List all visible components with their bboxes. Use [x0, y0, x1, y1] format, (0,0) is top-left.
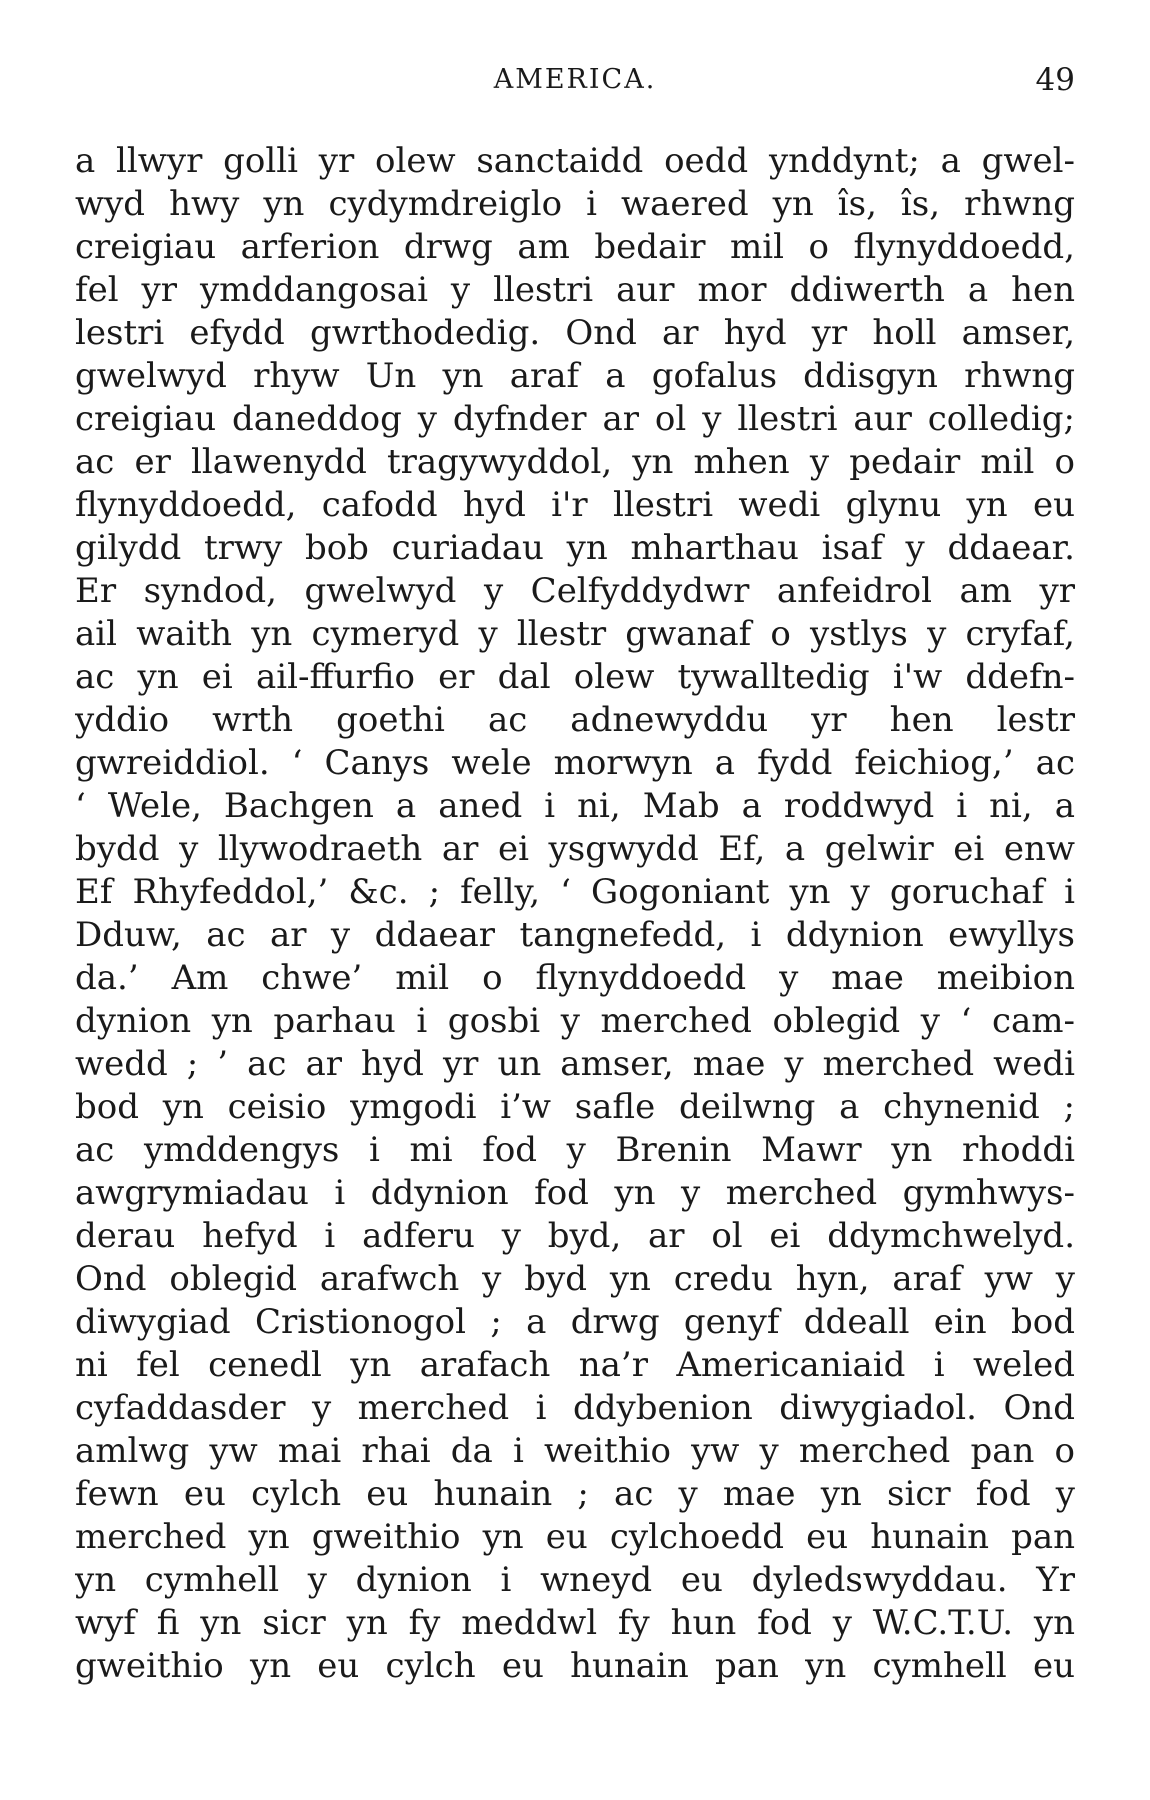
text-line: awgrymiadau i ddynion fod yn y merched gymhwys- [75, 1173, 1075, 1213]
text-line: derau hefyd i adferu y byd, ar ol ei ddymchwelyd. [75, 1216, 1075, 1256]
text-line: fel yr ymddangosai y llestri aur mor ddiwerth a hen [75, 270, 1075, 310]
text-line: gwelwyd rhyw Un yn araf a gofalus ddisgyn rhwng [75, 356, 1075, 396]
text-line: ac yn ei ail-ffurfio er dal olew tywalltedig i'w ddefn- [75, 657, 1075, 697]
text-line: ‘ Wele, Bachgen a aned i ni, Mab a roddwyd i ni, a [75, 786, 1075, 826]
text-line: ac ymddengys i mi fod y Brenin Mawr yn rhoddi [75, 1130, 1075, 1170]
text-line: amlwg yw mai rhai da i weithio yw y merched pan o [75, 1431, 1075, 1471]
text-line: cyfaddasder y merched i ddybenion diwygiadol. Ond [75, 1388, 1075, 1428]
page-number: 49 [1035, 62, 1075, 98]
text-line: Ond oblegid arafwch y byd yn credu hyn, araf yw y [75, 1259, 1075, 1299]
text-line: wedd ; ’ ac ar hyd yr un amser, mae y merched wedi [75, 1044, 1075, 1084]
text-line: Er syndod, gwelwyd y Celfyddydwr anfeidrol am yr [75, 571, 1075, 611]
text-line: ni fel cenedl yn arafach na’r Americaniaid i weled [75, 1345, 1075, 1385]
text-line: fewn eu cylch eu hunain ; ac y mae yn sicr fod y [75, 1474, 1075, 1514]
text-line: yddio wrth goethi ac adnewyddu yr hen lestr [75, 700, 1075, 740]
text-line: gilydd trwy bob curiadau yn mharthau isaf y ddaear. [75, 528, 1075, 568]
text-line: lestri efydd gwrthodedig. Ond ar hyd yr holl amser, [75, 313, 1075, 353]
text-line: creigiau daneddog y dyfnder ar ol y llestri aur colledig; [75, 399, 1075, 439]
text-line: yn cymhell y dynion i wneyd eu dyledswyddau. Yr [75, 1560, 1075, 1600]
text-line: Ef Rhyfeddol,’ &c. ; felly, ‘ Gogoniant yn y goruchaf i [75, 872, 1075, 912]
text-line: flynyddoedd, cafodd hyd i'r llestri wedi glynu yn eu [75, 485, 1075, 525]
text-line: gwreiddiol. ‘ Canys wele morwyn a fydd feichiog,’ ac [75, 743, 1075, 783]
running-title: AMERICA. [493, 64, 657, 95]
text-line: bod yn ceisio ymgodi i’w safle deilwng a chynenid ; [75, 1087, 1075, 1127]
text-line: a llwyr golli yr olew sanctaidd oedd ynddynt; a gwel- [75, 141, 1075, 181]
text-line: wyf fi yn sicr yn fy meddwl fy hun fod y W.C.T.U. yn [75, 1603, 1075, 1643]
text-line: creigiau arferion drwg am bedair mil o flynyddoedd, [75, 227, 1075, 267]
text-line: bydd y llywodraeth ar ei ysgwydd Ef, a gelwir ei enw [75, 829, 1075, 869]
text-line: merched yn gweithio yn eu cylchoedd eu hunain pan [75, 1517, 1075, 1557]
text-line: diwygiad Cristionogol ; a drwg genyf ddeall ein bod [75, 1302, 1075, 1342]
text-line: Dduw, ac ar y ddaear tangnefedd, i ddynion ewyllys [75, 915, 1075, 955]
text-line: ac er llawenydd tragywyddol, yn mhen y pedair mil o [75, 442, 1075, 482]
text-line: da.’ Am chwe’ mil o flynyddoedd y mae meibion [75, 958, 1075, 998]
text-line: gweithio yn eu cylch eu hunain pan yn cymhell eu [75, 1646, 1075, 1686]
text-line: ail waith yn cymeryd y llestr gwanaf o ystlys y cryfaf, [75, 614, 1075, 654]
running-header [75, 60, 1075, 100]
body-text [75, 140, 1075, 1688]
text-line: dynion yn parhau i gosbi y merched oblegid y ‘ cam- [75, 1001, 1075, 1041]
text-line: wyd hwy yn cydymdreiglo i waered yn îs, îs, rhwng [75, 184, 1075, 224]
